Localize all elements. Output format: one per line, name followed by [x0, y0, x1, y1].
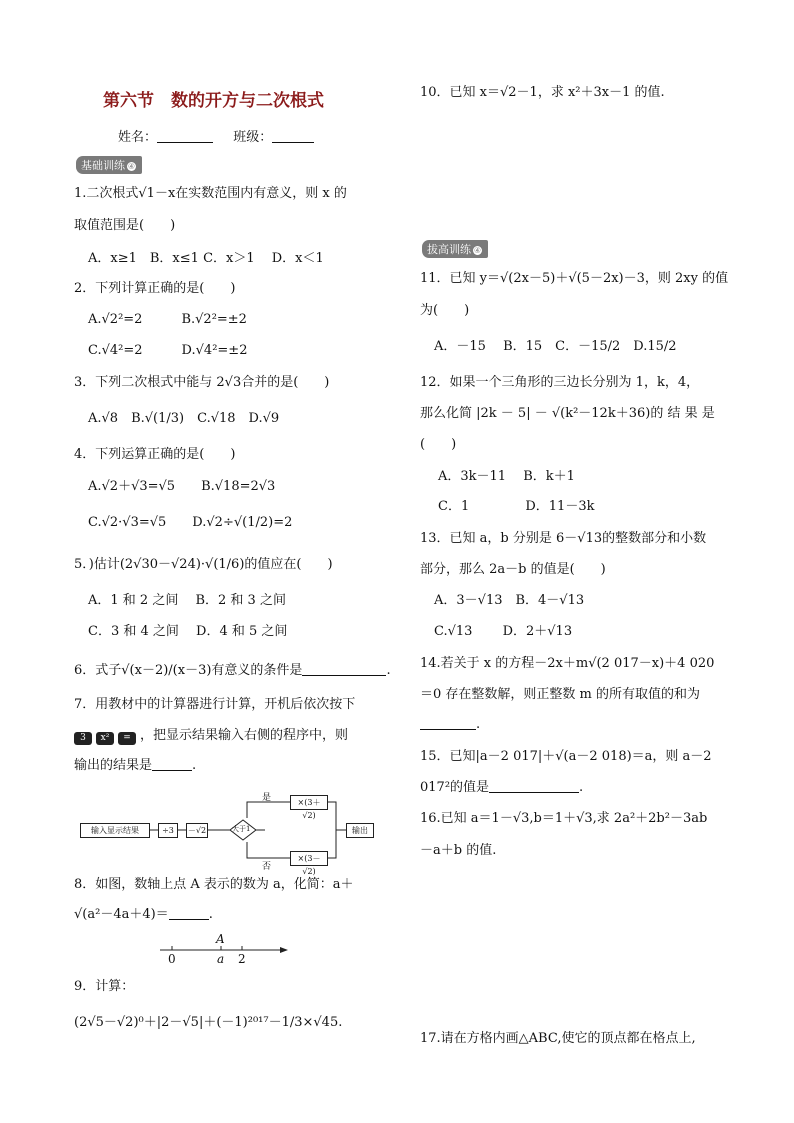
calculator-key-equals: =	[118, 732, 136, 745]
question-12-line-1: 12．如果一个三角形的三边长分别为 1，k，4，	[420, 375, 700, 390]
question-3-stem: 3．下列二次根式中能与 2√3合并的是( )	[74, 375, 330, 390]
question-3-options: A.√8 B.√(1/3) C.√18 D.√9	[88, 411, 280, 426]
flow-output-box: 输出	[346, 823, 374, 838]
question-14-blank-line: .	[420, 716, 480, 734]
question-14-line-2: ＝0 存在整数解，则正整数 m 的所有取值的和为	[420, 687, 700, 702]
flow-yes-label: 是	[262, 793, 272, 803]
question-15-blank	[489, 780, 579, 793]
point-a-variable: a	[217, 952, 225, 966]
question-2-options-cd: C.√4²=2 D.√4²=±2	[88, 343, 248, 358]
question-10: 10．已知 x＝√2－1，求 x²＋3x－1 的值.	[420, 85, 665, 100]
question-5-options-ab: A．1 和 2 之间 B．2 和 3 之间	[88, 593, 286, 608]
section-badge-basic: 基础训练 ④	[76, 156, 142, 174]
question-2-stem: 2．下列计算正确的是( )	[74, 281, 236, 296]
question-1-options: A．x≥1 B．x≤1 C．x＞1 D．x＜1	[88, 251, 324, 266]
flow-no-label: 否	[262, 862, 272, 872]
tick-zero: 0	[168, 952, 176, 966]
calculator-key-3: 3	[74, 732, 92, 745]
question-8-line-2: √(a²－4a＋4)＝ .	[74, 907, 213, 922]
question-11-options: A．－15 B．15 C．－15/2 D.15/2	[434, 339, 677, 354]
class-label: 班级：	[233, 130, 273, 145]
question-14-line-1: 14.若关于 x 的方程－2x＋m√(2 017－x)＋4 020	[420, 656, 715, 671]
question-1-line-1: 1.二次根式√1－x在实数范围内有意义，则 x 的	[74, 186, 347, 201]
point-a-label: A	[216, 932, 225, 946]
section-badge-advanced: 拔高训练 ④	[422, 240, 488, 258]
program-flowchart	[80, 788, 380, 876]
question-16-line-1: 16.已知 a＝1－√3,b＝1＋√3,求 2a²＋2b²－3ab	[420, 811, 708, 826]
question-16-line-2: －a＋b 的值.	[420, 843, 497, 858]
question-13-line-2: 部分，那么 2a－b 的值是( )	[420, 562, 606, 577]
question-7-line-3: 输出的结果是 .	[74, 758, 197, 773]
question-4-options-cd: C.√2·√3=√5 D.√2÷√(1/2)=2	[88, 515, 293, 530]
question-4-options-ab: A.√2＋√3=√5 B.√18=2√3	[88, 479, 276, 494]
question-7-line-1: 7．用教材中的计算器进行计算，开机后依次按下	[74, 697, 356, 712]
flow-no-op-box: ×(3－√2)	[290, 851, 328, 866]
question-9-stem: 9．计算：	[74, 979, 135, 994]
flow-condition: 大于1	[232, 825, 251, 833]
question-14-blank	[420, 717, 476, 730]
number-line	[160, 930, 290, 970]
question-2-options-ab: A.√2²=2 B.√2²=±2	[88, 312, 247, 327]
question-12-options-cd: C．1 D．11－3k	[438, 499, 595, 514]
question-13-options-cd: C.√13 D．2＋√13	[434, 624, 573, 639]
name-label: 姓名：	[118, 130, 158, 145]
question-7-blank	[152, 758, 192, 771]
question-1-line-2: 取值范围是( )	[74, 218, 176, 233]
flow-input-box: 输入显示结果	[80, 823, 150, 838]
flow-minus-box: －√2	[186, 823, 208, 838]
question-11-line-1: 11．已知 y＝√(2x－5)＋√(5－2x)－3，则 2xy 的值	[420, 271, 729, 286]
question-7-line-2: 3 x² = ，把显示结果输入右侧的程序中，则	[74, 727, 348, 745]
question-12-line-2: 那么化简 |2k － 5| － √(k²－12k＋36)的 结 果 是	[420, 406, 715, 421]
right-column	[420, 80, 740, 1080]
number-line-axis	[160, 930, 290, 970]
question-12-line-3: ( )	[420, 437, 457, 452]
question-4-stem: 4．下列运算正确的是( )	[74, 447, 236, 462]
question-6: 6．式子√(x－2)/(x－3)有意义的条件是 .	[74, 663, 391, 678]
question-11-line-2: 为( )	[420, 303, 470, 318]
question-13-options-ab: A．3－√13 B．4－√13	[434, 593, 585, 608]
flow-divide-box: ÷3	[158, 823, 178, 838]
question-15-line-1: 15．已知|a－2 017|＋√(a－2 018)＝a，则 a－2	[420, 749, 712, 764]
left-column	[74, 80, 391, 1080]
question-5-stem: 5．)估计(2√30－√24)·√(1/6)的值应在( )	[74, 557, 333, 572]
tick-two: 2	[238, 952, 246, 966]
question-13-line-1: 13．已知 a，b 分别是 6－√13的整数部分和小数	[420, 531, 707, 546]
question-17: 17.请在方格内画△ABC,使它的顶点都在格点上,	[420, 1031, 696, 1046]
page-title: 第六节 数的开方与二次根式	[103, 91, 324, 111]
calculator-key-square: x²	[96, 732, 114, 745]
flow-yes-op-box: ×(3＋√2)	[290, 795, 328, 810]
question-15-line-2: 017²的值是 .	[420, 780, 584, 795]
question-5-options-cd: C．3 和 4 之间 D．4 和 5 之间	[88, 624, 288, 639]
question-8-line-1: 8．如图，数轴上点 A 表示的数为 a，化简：a＋	[74, 877, 354, 892]
question-8-blank	[169, 907, 209, 920]
question-6-blank	[302, 663, 386, 676]
question-9-expression: (2√5－√2)⁰＋|2－√5|＋(－1)²⁰¹⁷－1/3×√45.	[74, 1015, 343, 1030]
question-12-options-ab: A．3k－11 B．k＋1	[438, 469, 575, 484]
